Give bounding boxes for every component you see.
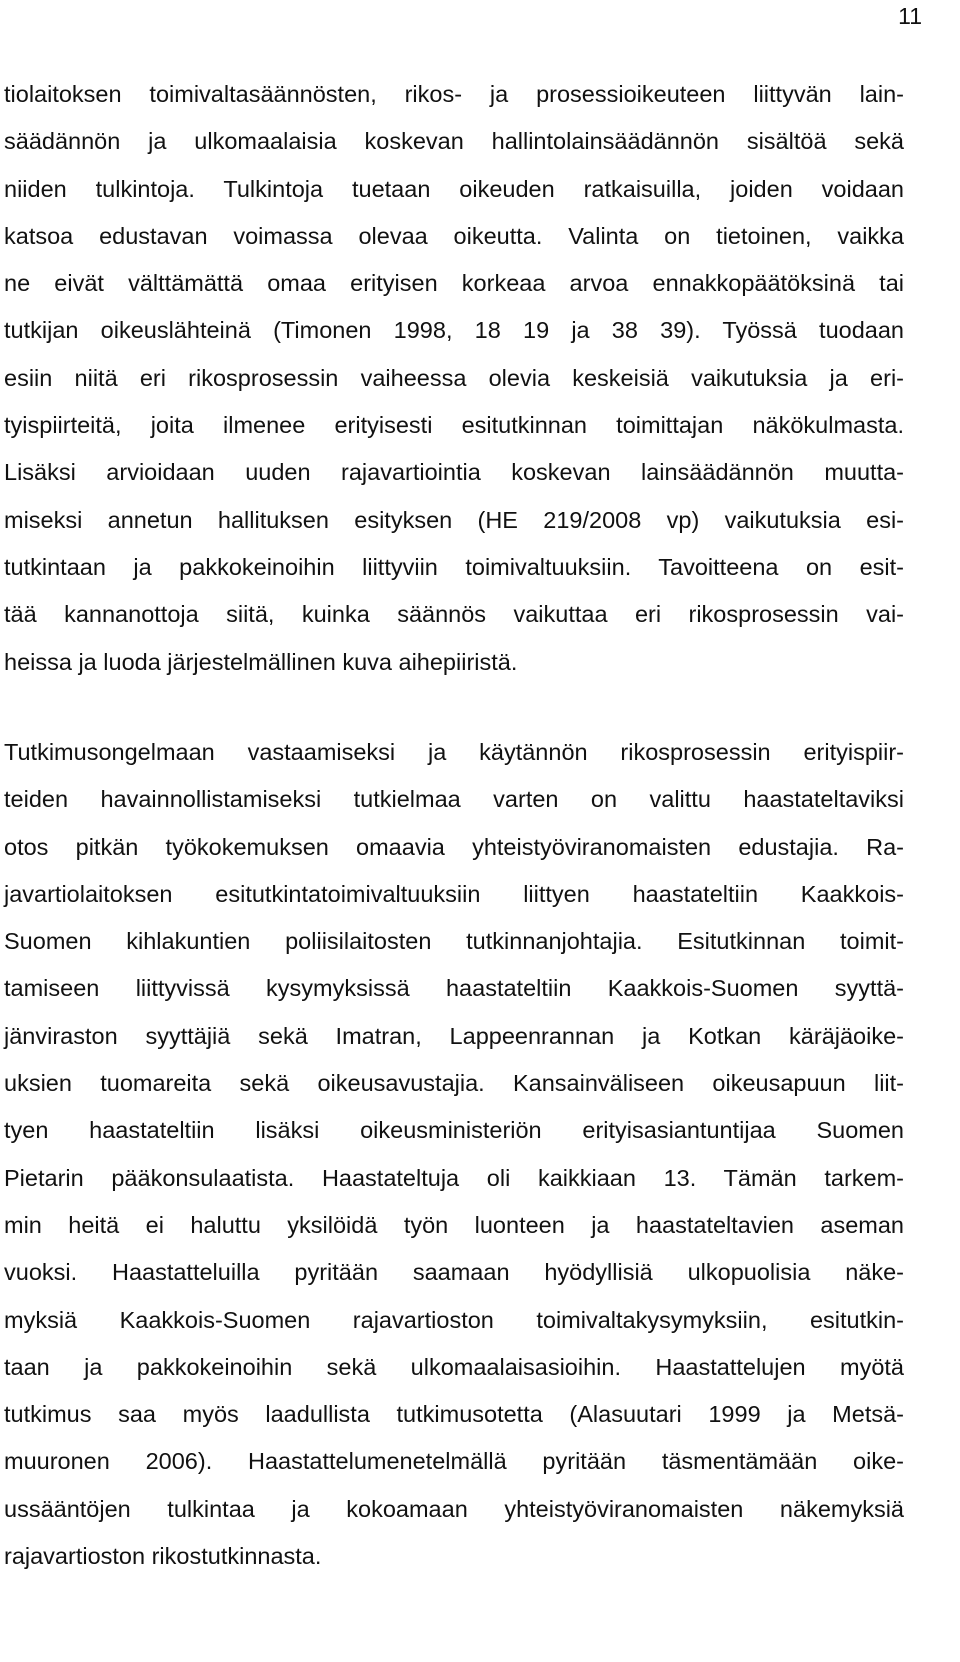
text-line: heissa ja luoda järjestelmällinen kuva aihepiiristä. — [4, 648, 518, 675]
text-line: Suomen kihlakuntien poliisilaitosten tutkinnanjohtajia. Esitutkinnan toimit- — [4, 928, 904, 955]
text-line: rajavartioston rikostutkinnasta. — [4, 1543, 322, 1570]
text-line: säädännön ja ulkomaalaisia koskevan hallintolainsäädännön sisältöä sekä — [4, 128, 904, 155]
text-line: javartiolaitoksen esitutkintatoimivaltuuksiin liittyen haastateltiin Kaakkois- — [4, 880, 904, 907]
text-line: esiin niitä eri rikosprosessin vaiheessa olevia keskeisiä vaikutuksia ja eri- — [4, 364, 904, 391]
text-line: katsoa edustavan voimassa olevaa oikeutta. Valinta on tietoinen, vaikka — [4, 222, 904, 249]
text-line: taan ja pakkokeinoihin sekä ulkomaalaisasioihin. Haastattelujen myötä — [4, 1353, 904, 1380]
text-line: jänviraston syyttäjiä sekä Imatran, Lappeenrannan ja Kotkan käräjäoike- — [4, 1022, 904, 1049]
text-line: uksien tuomareita sekä oikeusavustajia. Kansainväliseen oikeusapuun liit- — [4, 1070, 904, 1097]
text-line: tyispiirteitä, joita ilmenee erityisesti esitutkinnan toimittajan näkökulmasta. — [4, 412, 904, 439]
text-line: tää kannanottoja siitä, kuinka säännös vaikuttaa eri rikosprosessin vai- — [4, 601, 904, 628]
text-line: tutkintaan ja pakkokeinoihin liittyviin toimivaltuuksiin. Tavoitteena on esit- — [4, 553, 904, 580]
page-number: 11 — [898, 3, 922, 29]
text-line: myksiä Kaakkois-Suomen rajavartioston toimivaltakysymyksiin, esitutkin- — [4, 1306, 904, 1333]
text-line: muuronen 2006). Haastattelumenetelmällä pyritään täsmentämään oike- — [4, 1448, 904, 1475]
text-line: min heitä ei haluttu yksilöidä työn luonteen ja haastateltavien aseman — [4, 1211, 904, 1238]
text-line: Lisäksi arvioidaan uuden rajavartiointia koskevan lainsäädännön muutta- — [4, 459, 904, 486]
text-line: ussääntöjen tulkintaa ja kokoamaan yhteistyöviranomaisten näkemyksiä — [4, 1495, 904, 1522]
paragraph-2 — [4, 729, 904, 1580]
text-line: tutkijan oikeuslähteinä (Timonen 1998, 18 19 ja 38 39). Työssä tuodaan — [4, 317, 904, 344]
text-line: Pietarin pääkonsulaatista. Haastateltuja oli kaikkiaan 13. Tämän tarkem- — [4, 1164, 904, 1191]
text-line: tyen haastateltiin lisäksi oikeusministeriön erityisasiantuntijaa Suomen — [4, 1117, 904, 1144]
text-line: tamiseen liittyvissä kysymyksissä haastateltiin Kaakkois-Suomen syyttä- — [4, 975, 904, 1002]
text-line: tutkimus saa myös laadullista tutkimusotetta (Alasuutari 1999 ja Metsä- — [4, 1401, 904, 1428]
text-line: ne eivät välttämättä omaa erityisen korkeaa arvoa ennakkopäätöksinä tai — [4, 270, 904, 297]
text-line: niiden tulkintoja. Tulkintoja tuetaan oikeuden ratkaisuilla, joiden voidaan — [4, 175, 904, 202]
text-line: tiolaitoksen toimivaltasäännösten, rikos- ja prosessioikeuteen liittyvän lain- — [4, 81, 904, 107]
text-line: Tutkimusongelmaan vastaamiseksi ja käytännön rikosprosessin erityispiir- — [4, 739, 904, 765]
paragraph-1 — [4, 71, 904, 686]
text-line: teiden havainnollistamiseksi tutkielmaa varten on valittu haastateltaviksi — [4, 786, 904, 813]
text-line: miseksi annetun hallituksen esityksen (HE 219/2008 vp) vaikutuksia esi- — [4, 506, 904, 533]
text-line: otos pitkän työkokemuksen omaavia yhteistyöviranomaisten edustajia. Ra- — [4, 833, 904, 860]
text-line: vuoksi. Haastatteluilla pyritään saamaan hyödyllisiä ulkopuolisia näke- — [4, 1259, 904, 1286]
